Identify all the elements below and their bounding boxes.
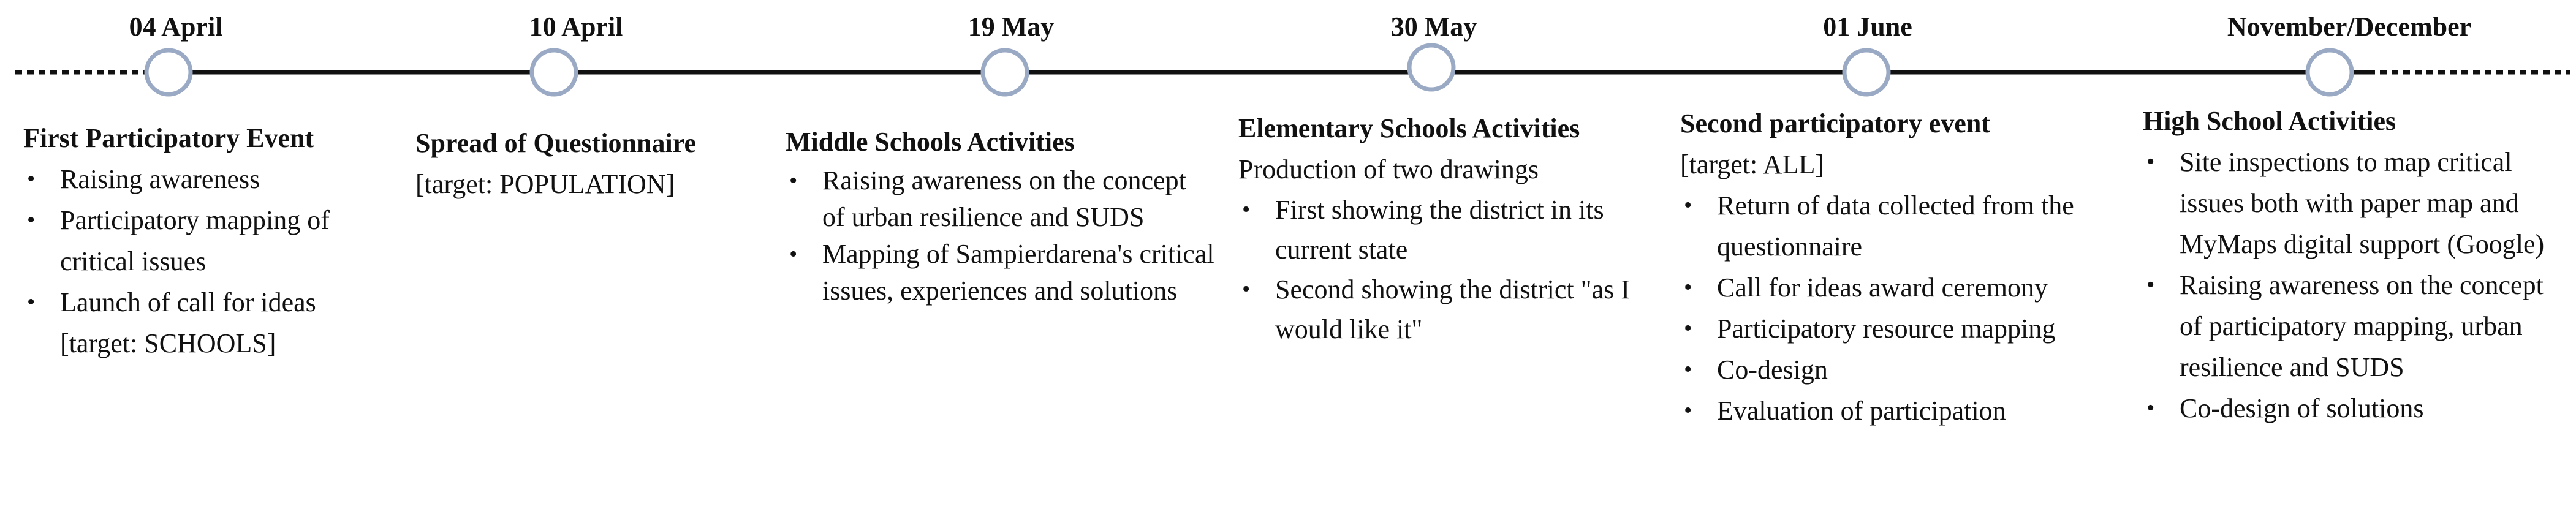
event-block-3 <box>786 121 1214 309</box>
event-subtitle: Production of two drawings <box>1238 154 1539 184</box>
bullet-icon: • <box>27 289 36 315</box>
event-block-2 <box>415 123 771 205</box>
milestone-date-1: 04 April <box>129 12 223 42</box>
event-title: First Participatory Event <box>23 123 314 153</box>
list-item: • Raising awareness on the concept of participatory mapping, urban resilience and SUDS <box>2143 265 2559 388</box>
event-activity-list <box>23 159 391 364</box>
event-block-5 <box>1680 103 2097 431</box>
milestone-date-4: 30 May <box>1390 12 1477 42</box>
list-item: • Second showing the district "as I would like it" <box>1238 270 1655 349</box>
list-item: • Launch of call for ideas [target: SCHOOLS] <box>23 282 391 364</box>
bullet-icon: • <box>1684 274 1692 300</box>
milestone-marker-6 <box>2308 50 2352 94</box>
event-activity-list <box>786 162 1214 309</box>
bullet-icon: • <box>789 168 798 194</box>
event-title: Second participatory event <box>1680 108 1990 138</box>
bullet-icon: • <box>2146 395 2155 421</box>
list-item: • Co-design of solutions <box>2143 388 2559 429</box>
event-title: Elementary Schools Activities <box>1238 113 1580 143</box>
bullet-icon: • <box>1684 357 1692 382</box>
bullet-icon: • <box>2146 272 2155 298</box>
bullet-icon: • <box>1684 398 1692 423</box>
event-target: [target: ALL] <box>1680 149 1824 179</box>
bullet-icon: • <box>27 166 36 192</box>
milestone-marker-2 <box>532 50 576 94</box>
list-item: • Participatory mapping of critical issues <box>23 200 391 282</box>
event-title: Middle Schools Activities <box>786 127 1075 157</box>
event-target: [target: POPULATION] <box>415 169 675 199</box>
list-item: • Raising awareness on the concept of urban resilience and SUDS <box>786 162 1214 236</box>
milestone-date-2: 10 April <box>529 12 623 42</box>
event-block-4 <box>1238 108 1655 349</box>
bullet-icon: • <box>2146 149 2155 175</box>
list-item: • Return of data collected from the questionnaire <box>1680 185 2097 267</box>
milestone-marker-4 <box>1409 45 1453 89</box>
list-item: • Raising awareness <box>23 159 391 200</box>
bullet-icon: • <box>1684 315 1692 341</box>
event-activity-list <box>1680 185 2097 431</box>
milestone-date-5: 01 June <box>1823 12 1912 42</box>
bullet-icon: • <box>1242 197 1251 222</box>
event-block-1 <box>23 118 391 364</box>
milestone-date-6: November/December <box>2227 12 2472 42</box>
bullet-icon: • <box>1684 192 1692 218</box>
event-block-6 <box>2143 100 2559 429</box>
event-title: High School Activities <box>2143 106 2396 136</box>
list-item: • Participatory resource mapping <box>1680 308 2097 349</box>
bullet-icon: • <box>27 207 36 233</box>
milestone-marker-3 <box>983 50 1027 94</box>
event-activity-list <box>2143 142 2559 429</box>
list-item: • Call for ideas award ceremony <box>1680 267 2097 308</box>
bullet-icon: • <box>1242 276 1251 302</box>
milestone-marker-5 <box>1844 50 1888 94</box>
event-activity-list <box>1238 190 1655 349</box>
bullet-icon: • <box>789 241 798 267</box>
milestone-date-3: 19 May <box>968 12 1055 42</box>
list-item: • Site inspections to map critical issues both with paper map and MyMaps digital support (Google) <box>2143 142 2559 265</box>
list-item: • Mapping of Sampierdarena's critical issues, experiences and solutions <box>786 236 1214 309</box>
milestone-marker-1 <box>146 50 191 94</box>
list-item: • Evaluation of participation <box>1680 390 2097 431</box>
event-title: Spread of Questionnaire <box>415 128 696 158</box>
list-item: • Co-design <box>1680 349 2097 390</box>
list-item: • First showing the district in its current state <box>1238 190 1655 270</box>
